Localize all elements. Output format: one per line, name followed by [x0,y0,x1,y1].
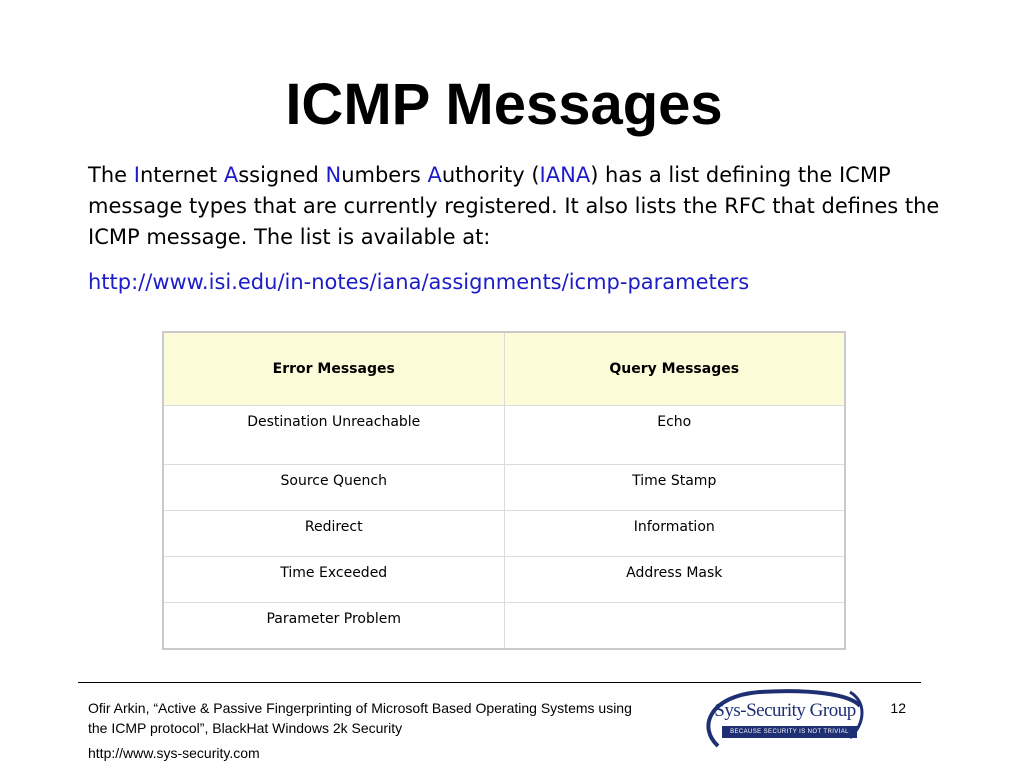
table-cell: Echo [504,406,845,465]
table-row [163,603,845,649]
icmp-messages-table [162,331,846,650]
initial-a: A [223,163,239,187]
initial-n: N [325,163,342,187]
table-cell: Source Quench [163,465,504,511]
table-cell: Information [504,511,845,557]
table-cell: Time Stamp [504,465,845,511]
header-query-messages: Query Messages [504,332,845,406]
table-header-row [163,332,845,406]
logo-name: Sys-Security Group [714,700,856,721]
sys-security-logo [700,688,865,750]
intro-text: nternet [139,163,224,187]
table-row [163,511,845,557]
intro-paragraph [88,160,968,253]
intro-text: ssigned [238,163,326,187]
intro-text: ) has a list defining the ICMP message types that are currently registered. It also lists the RFC that defines the ICMP message. The list is available at: [88,163,940,249]
slide-title: ICMP Messages [285,72,723,137]
table-cell: Parameter Problem [163,603,504,649]
footer-citation: Ofir Arkin, “Active & Passive Fingerprinting of Microsoft Based Operating Systems using the ICMP protocol”, BlackHat Windows 2k Security [88,700,632,736]
intro-text: The [88,163,134,187]
page-number: 12 [890,700,906,716]
footer-url[interactable]: http://www.sys-security.com [88,745,260,761]
initial-a: A [427,163,442,187]
table-cell: Destination Unreachable [163,406,504,465]
iana-link[interactable]: http://www.isi.edu/in-notes/iana/assignments/icmp-parameters [88,270,750,294]
table-row [163,465,845,511]
initial-i: I [133,163,140,187]
table-cell: Redirect [163,511,504,557]
header-error-messages: Error Messages [163,332,504,406]
footer-divider [78,682,921,683]
table-row [163,557,845,603]
iana-acronym: IANA [539,163,591,187]
intro-text: uthority ( [441,163,540,187]
intro-text: umbers [341,163,428,187]
table-cell: Address Mask [504,557,845,603]
logo-tagline: BECAUSE SECURITY IS NOT TRIVIAL [722,726,857,738]
table-cell [504,603,845,649]
table-cell: Time Exceeded [163,557,504,603]
table-row [163,406,845,465]
